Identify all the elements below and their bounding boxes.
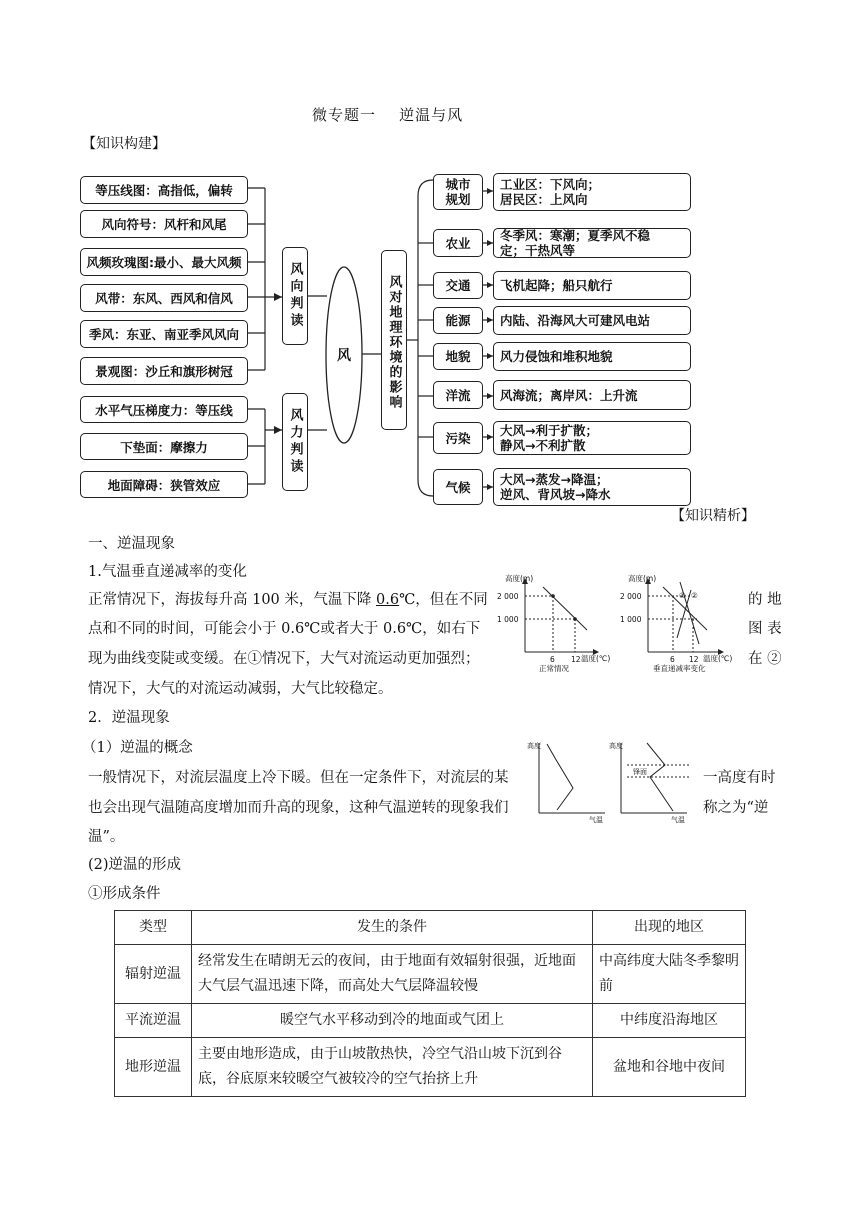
- table-header: 类型: [115, 911, 192, 945]
- mindmap-center: 风: [337, 348, 351, 364]
- graph1-tick-6: 6: [550, 655, 555, 664]
- heading-inversion: 一、逆温现象: [88, 536, 175, 552]
- paragraph-line: 也会出现气温随高度增加而升高的现象，这种气温逆转的现象我们: [88, 800, 509, 816]
- impact-detail: 飞机起降；船只航行: [493, 271, 691, 300]
- wind-impact-label: 风对地理环境的影响: [381, 250, 407, 430]
- impact-detail: 大风→利于扩散； 静风→不利扩散: [493, 421, 691, 455]
- impact-key: 气候: [433, 469, 483, 505]
- wind-direction-item: 风向符号：风杆和风尾: [80, 210, 248, 238]
- paragraph-line-right: 一高度有时: [703, 770, 776, 786]
- table-cell: 暖空气水平移动到冷的地面或气团上: [192, 1004, 593, 1038]
- wind-direction-item: 风频玫瑰图:最小、最大风频: [80, 248, 248, 276]
- impact-key: 城市规划: [433, 174, 483, 210]
- table-cell: 平流逆温: [115, 1004, 192, 1038]
- graph1-y-label: 高度(m): [505, 574, 534, 583]
- wind-direction-item: 等压线图：高指低，偏转: [80, 176, 248, 204]
- table-header: 出现的地区: [593, 911, 746, 945]
- impact-detail: 内陆、沿海风大可建风电站: [493, 306, 691, 335]
- wind-force-label: 风力判读: [282, 393, 308, 491]
- impact-key: 交通: [433, 272, 483, 299]
- wind-force-item: 下垫面：摩擦力: [80, 433, 248, 460]
- impact-key: 能源: [433, 307, 483, 334]
- graph2-tick-2000: 2 000: [620, 592, 642, 601]
- paragraph-line: 情况下，大气的对流运动减弱，大气比较稳定。: [88, 681, 393, 697]
- graph1-tick-2000: 2 000: [497, 592, 519, 601]
- lapse-rate-graphs: [495, 572, 735, 672]
- graph2-mark-2: ②: [691, 591, 698, 600]
- table-header: 发生的条件: [192, 911, 593, 945]
- wind-force-item: 地面障碍：狭管效应: [80, 471, 248, 498]
- table-cell: 盆地和谷地中夜间: [593, 1038, 746, 1097]
- impact-detail: 风力侵蚀和堆积地貌: [493, 342, 691, 371]
- impact-detail: 冬季风：寒潮；夏季风不稳 定；干热风等: [493, 228, 691, 258]
- section-analysis-heading: 【知识精析】: [671, 508, 755, 524]
- wind-direction-item: 景观图：沙丘和旗形树冠: [80, 357, 248, 385]
- table-cell: 辐射逆温: [115, 945, 192, 1004]
- heading-inversion-phenomenon: 2．逆温现象: [88, 710, 170, 726]
- inversion-graphs: [525, 738, 695, 824]
- paragraph-line: 现为曲线变陡或变缓。在①情况下，大气对流运动更加强烈；: [88, 651, 480, 667]
- graph2-tick-1000: 1 000: [620, 615, 642, 624]
- table-cell: 经常发生在晴朗无云的夜间，由于地面有效辐射很强，近地面大气层气温迅速下降，而高处大气层降温较慢: [192, 945, 593, 1004]
- graph2-caption: 垂直递减率变化: [653, 664, 706, 672]
- graph1-caption: 正常情况: [539, 664, 569, 672]
- table-cell: 中纬度沿海地区: [593, 1004, 746, 1038]
- impact-key: 污染: [433, 422, 483, 454]
- graph4-y-label: 高度: [609, 742, 623, 750]
- impact-key: 洋流: [433, 381, 483, 409]
- graph2-mark-1: ①: [679, 591, 686, 600]
- paragraph-line-right: 在 ②: [748, 651, 782, 667]
- graph1-x-label: 温度(℃): [581, 654, 611, 663]
- impact-detail: 工业区：下风向； 居民区：上风向: [493, 173, 691, 211]
- impact-key: 农业: [433, 229, 483, 257]
- wind-direction-item: 风带：东风、西风和信风: [80, 284, 248, 312]
- table-cell: 中高纬度大陆冬季黎明前: [593, 945, 746, 1004]
- page-title: 微专题一 逆温与风: [312, 106, 464, 124]
- table-cell: 主要由地形造成，由于山坡散热快，冷空气沿山坡下沉到谷底，谷底原来较暖空气被较冷的空气抬挤上升: [192, 1038, 593, 1097]
- heading-lapse-rate: 1.气温垂直递减率的变化: [88, 564, 247, 580]
- heading-concept: （1）逆温的概念: [82, 740, 193, 756]
- inversion-table: [114, 910, 746, 1097]
- impact-detail: 大风→蒸发→降温； 逆风、背风坡→降水: [493, 468, 691, 506]
- table-row: [115, 1038, 746, 1097]
- graph4-front-label: 锋面: [633, 768, 647, 776]
- paragraph-line: 温”。: [88, 829, 125, 845]
- graph3-x-label: 气温: [589, 816, 603, 824]
- graph4-x-label: 气温: [671, 816, 685, 824]
- impact-key: 地貌: [433, 343, 483, 370]
- table-row: [115, 1004, 746, 1038]
- heading-formation: (2)逆温的形成: [88, 857, 182, 873]
- table-cell: 地形逆温: [115, 1038, 192, 1097]
- graph2-tick-12: 12: [689, 655, 699, 664]
- wind-direction-label: 风向判读: [282, 247, 308, 345]
- section-build-heading: 【知识构建】: [82, 136, 166, 152]
- graph3-y-label: 高度: [527, 742, 541, 750]
- paragraph-line-right: 图 表: [748, 621, 782, 637]
- table-row: [115, 945, 746, 1004]
- heading-conditions: ①形成条件: [88, 886, 161, 902]
- graph1-tick-12: 12: [571, 655, 581, 664]
- paragraph-line: 点和不同的时间，可能会小于 0.6℃或者大于 0.6℃，如右下: [88, 621, 481, 637]
- paragraph-line: 一般情况下，对流层温度上冷下暖。但在一定条件下，对流层的某: [88, 770, 509, 786]
- graph2-x-label: 温度(℃): [703, 654, 733, 663]
- wind-direction-item: 季风：东亚、南亚季风风向: [80, 320, 248, 348]
- paragraph-line-right: 称之为“逆: [703, 800, 769, 816]
- graph1-tick-1000: 1 000: [497, 615, 519, 624]
- paragraph-line: 正常情况下，海拔每升高 100 米，气温下降 0.6℃，但在不同: [88, 592, 488, 608]
- wind-force-item: 水平气压梯度力：等压线: [80, 396, 248, 423]
- paragraph-line-right: 的 地: [748, 592, 782, 608]
- impact-detail: 风海流；离岸风：上升流: [493, 380, 691, 410]
- graph2-y-label: 高度(m): [628, 574, 657, 583]
- graph2-tick-6: 6: [670, 655, 675, 664]
